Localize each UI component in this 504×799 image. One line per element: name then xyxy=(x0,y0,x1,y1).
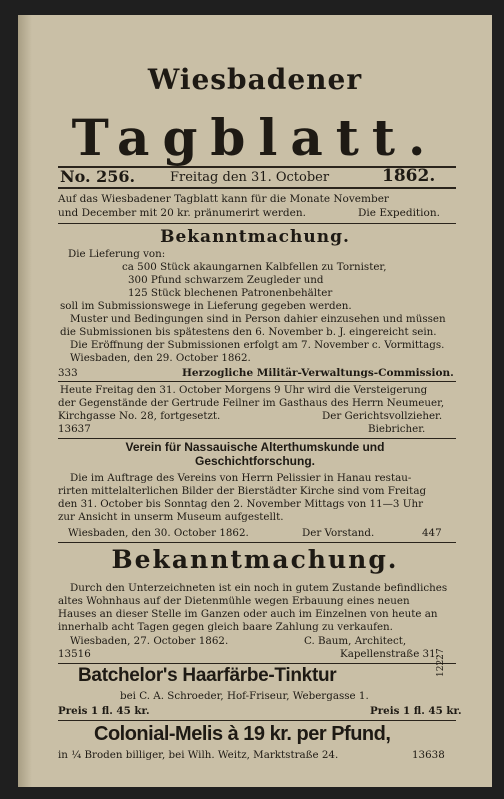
divider xyxy=(58,720,456,721)
masthead-title: Tagblatt. xyxy=(71,108,439,167)
notice-number: 447 xyxy=(422,527,442,539)
newspaper-page xyxy=(18,15,492,787)
subscription-line: und December mit 20 kr. pränumerirt werden. xyxy=(58,207,306,219)
notice-place-date: Wiesbaden, 27. October 1862. xyxy=(70,635,229,647)
notice-line: Hauses an dieser Stelle im Ganzen oder auch im Einzelnen von heute an xyxy=(58,608,438,620)
ad-line: bei C. A. Schroeder, Hof-Friseur, Webergasse 1. xyxy=(120,690,369,702)
divider xyxy=(58,438,456,439)
ad-side-number: 12227 xyxy=(436,648,446,677)
notice-signer: C. Baum, Architect, xyxy=(304,635,407,647)
notice-line: Heute Freitag den 31. October Morgens 9 Uhr wird die Versteigerung xyxy=(60,384,428,396)
issue-year: 1862. xyxy=(382,166,436,186)
notice-line: die Submissionen bis spätestens den 6. November b. J. eingereicht sein. xyxy=(60,326,437,338)
notice-place: Biebricher. xyxy=(368,423,426,435)
notice-heading: Verein für Nassauische Alterthumskunde und xyxy=(125,440,385,454)
divider xyxy=(58,663,456,664)
ad-number: 13638 xyxy=(412,749,445,761)
divider xyxy=(58,381,456,382)
notice-signer: Der Vorstand. xyxy=(302,527,375,539)
notice-place-date: Wiesbaden, den 30. October 1862. xyxy=(68,527,249,539)
notice-heading: Bekanntmachung. xyxy=(160,227,350,247)
notice-line: rirten mittelalterlichen Bilder der Bierstädter Kirche sind vom Freitag xyxy=(58,485,427,497)
notice-line: Die im Auftrage des Vereins von Herrn Pelissier in Hanau restau- xyxy=(70,472,412,484)
notice-line: 300 Pfund schwarzem Zeugleder und xyxy=(128,274,324,286)
ad-heading: Batchelor's Haarfärbe-Tinktur xyxy=(78,665,337,686)
notice-number: 13516 xyxy=(58,648,91,660)
subscription-line: Auf das Wiesbadener Tagblatt kann für die Monate November xyxy=(58,193,389,205)
notice-line: altes Wohnhaus auf der Dietenmühle wegen Erbauung eines neuen xyxy=(58,595,410,607)
notice-heading: Bekanntmachung. xyxy=(111,545,399,574)
divider xyxy=(58,542,456,543)
notice-line: den 31. October bis Sonntag den 2. November Mittags von 11—3 Uhr xyxy=(58,498,423,510)
notice-number: 333 xyxy=(58,367,78,379)
notice-signer: Herzogliche Militär-Verwaltungs-Commission. xyxy=(182,367,454,379)
notice-line: innerhalb acht Tagen gegen gleich baare Zahlung zu verkaufen. xyxy=(58,621,393,633)
notice-line: zur Ansicht in unserm Museum aufgestellt. xyxy=(58,511,284,523)
ad-price: Preis 1 fl. 45 kr. xyxy=(58,705,150,717)
notice-address: Kapellenstraße 31. xyxy=(340,648,439,660)
notice-line: Wiesbaden, den 29. October 1862. xyxy=(70,352,251,364)
issue-date: Freitag den 31. October xyxy=(170,170,330,185)
divider xyxy=(58,187,456,189)
ad-price: Preis 1 fl. 45 kr. xyxy=(370,705,462,717)
issue-number: No. 256. xyxy=(60,167,136,186)
subscription-signer: Die Expedition. xyxy=(358,207,440,219)
divider xyxy=(58,223,456,224)
notice-line: Die Lieferung von: xyxy=(68,248,166,260)
notice-line: Die Eröffnung der Submissionen erfolgt am 7. November c. Vormittags. xyxy=(70,339,445,351)
ad-heading: Colonial-Melis à 19 kr. per Pfund, xyxy=(94,723,391,745)
notice-number: 13637 xyxy=(58,423,91,435)
notice-line: ca 500 Stück akaungarnen Kalbfellen zu Tornister, xyxy=(122,261,387,273)
masthead-subtitle: Wiesbadener xyxy=(147,63,363,96)
notice-line: Kirchgasse No. 28, fortgesetzt. xyxy=(58,410,221,422)
ad-line: in ¼ Broden billiger, bei Wilh. Weitz, Marktstraße 24. xyxy=(58,749,339,761)
notice-line: soll im Submissionswege in Lieferung gegeben werden. xyxy=(60,300,352,312)
notice-signer: Der Gerichtsvollzieher. xyxy=(322,410,443,422)
notice-line: der Gegenstände der Gertrude Feilner im Gasthaus des Herrn Neumeuer, xyxy=(58,397,445,409)
notice-heading: Geschichtforschung. xyxy=(194,454,316,468)
notice-line: Muster und Bedingungen sind in Person dahier einzusehen und müssen xyxy=(70,313,446,325)
notice-line: 125 Stück blechenen Patronenbehälter xyxy=(128,287,333,299)
notice-line: Durch den Unterzeichneten ist ein noch in gutem Zustande befindliches xyxy=(70,582,448,594)
